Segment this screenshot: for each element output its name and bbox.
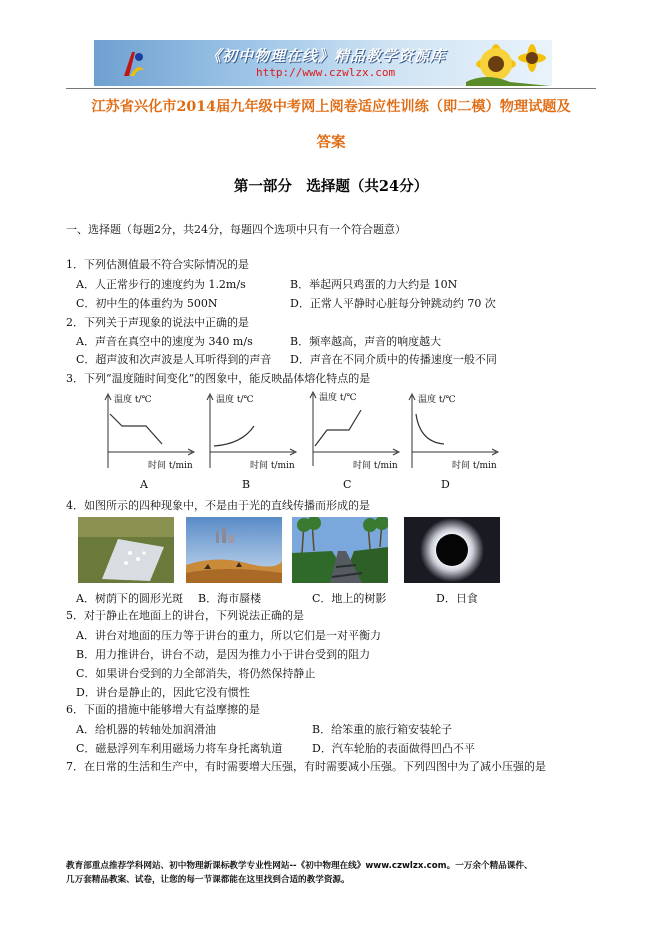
- graph-c-label: C: [343, 478, 352, 491]
- graph-a-label: A: [140, 478, 148, 491]
- graph-a-xlabel: 时间 t/min: [148, 461, 193, 471]
- graph-b: [202, 390, 302, 472]
- question-6-stem: 6．下面的措施中能够增大有益摩擦的是: [66, 703, 260, 716]
- question-4-caption-c: C．地上的树影: [312, 592, 387, 605]
- graph-a: [100, 390, 200, 472]
- question-6-option-c: C．磁悬浮列车利用磁场力将车身托离轨道: [76, 742, 283, 755]
- question-4-caption-b: B．海市蜃楼: [198, 592, 262, 605]
- question-2-stem: 2．下列关于声现象的说法中正确的是: [66, 316, 249, 329]
- site-logo-icon: [120, 48, 146, 78]
- question-1-option-a: A．人正常步行的速度约为 1.2m/s: [76, 278, 246, 291]
- part-title: 第一部分 选择题（共24分）: [233, 178, 429, 195]
- question-4-caption-a: A．树荫下的圆形光斑: [76, 592, 183, 605]
- question-1-option-b: B．举起两只鸡蛋的力大约是 10N: [290, 278, 458, 291]
- question-4-caption-d: D．日食: [436, 592, 478, 605]
- question-6-option-b: B．给笨重的旅行箱安装轮子: [312, 723, 453, 736]
- question-1-option-d: D．正常人平静时心脏每分钟跳动约 70 次: [290, 297, 496, 310]
- question-5-option-b: B．用力推讲台，讲台不动，是因为推力小于讲台受到的阻力: [76, 648, 371, 661]
- question-3-stem: 3．下列“温度随时间变化”的图象中，能反映晶体熔化特点的是: [66, 372, 371, 385]
- graph-b-label: B: [242, 478, 251, 491]
- question-2-option-d: D．声音在不同介质中的传播速度一般不同: [290, 353, 497, 366]
- graph-d: [404, 390, 504, 472]
- graph-d-xlabel: 时间 t/min: [452, 461, 497, 471]
- banner-url: http://www.czwlzx.com: [256, 66, 396, 79]
- question-5-option-c: C．如果讲台受到的力全部消失，将仍然保持静止: [76, 667, 316, 680]
- question-6-option-a: A．给机器的转轴处加润滑油: [76, 723, 216, 736]
- question-1-stem: 1．下列估测值最不符合实际情况的是: [66, 258, 249, 271]
- photo-solar-eclipse: [404, 517, 500, 583]
- question-5-option-a: A．讲台对地面的压力等于讲台的重力，所以它们是一对平衡力: [76, 629, 381, 642]
- document-title-continued: 答案: [316, 134, 346, 151]
- graph-d-label: D: [441, 478, 450, 491]
- question-5-stem: 5．对于静止在地面上的讲台，下列说法正确的是: [66, 609, 304, 622]
- question-2-option-c: C．超声波和次声波是人耳听得到的声音: [76, 353, 272, 366]
- question-1-option-c: C．初中生的体重约为 500N: [76, 297, 218, 310]
- question-6-option-d: D．汽车轮胎的表面做得凹凸不平: [312, 742, 475, 755]
- page-footer: [66, 859, 606, 887]
- graph-d-ylabel: 温度 t/℃: [418, 395, 456, 405]
- question-4-stem: 4．如图所示的四种现象中，不是由于光的直线传播而形成的是: [66, 499, 370, 512]
- photo-mirage: [186, 517, 282, 583]
- graph-a-ylabel: 温度 t/℃: [114, 395, 152, 405]
- question-7-stem: 7．在日常的生活和生产中，有时需要增大压强，有时需要减小压强。下列四图中为了减小压强的是: [66, 760, 546, 773]
- document-title: 江苏省兴化市2014届九年级中考网上阅卷适应性训练（即二模）物理试题及: [91, 99, 571, 115]
- question-2-option-a: A．声音在真空中的速度为 340 m/s: [76, 335, 253, 348]
- section-intro: 一、选择题（每题2分，共24分，每题四个选项中只有一个符合题意）: [66, 223, 406, 236]
- banner-title: 《初中物理在线》精品教学资源库: [206, 47, 447, 65]
- sunflower-icon: [466, 42, 550, 86]
- graph-c: [305, 388, 405, 470]
- photo-tree-shade-light-spots: [78, 517, 174, 583]
- footer-line-1: 教育部重点推荐学科网站、初中物理新课标教学专业性网站--《初中物理在线》www.czwlzx.com。一万余个精品课件、: [66, 861, 533, 871]
- graph-c-xlabel: 时间 t/min: [353, 461, 398, 471]
- graph-b-xlabel: 时间 t/min: [250, 461, 295, 471]
- graph-c-ylabel: 温度 t/℃: [319, 393, 357, 403]
- graph-b-ylabel: 温度 t/℃: [216, 395, 254, 405]
- question-5-option-d: D．讲台是静止的，因此它没有惯性: [76, 686, 250, 699]
- footer-line-2: 几万套精品教案、试卷，让您的每一节课都能在这里找到合适的教学资源。: [66, 875, 350, 885]
- photo-tree-shadows: [292, 517, 388, 583]
- header-banner: [94, 40, 552, 86]
- question-2-option-b: B．频率越高，声音的响度越大: [290, 335, 442, 348]
- header-divider: [66, 88, 596, 89]
